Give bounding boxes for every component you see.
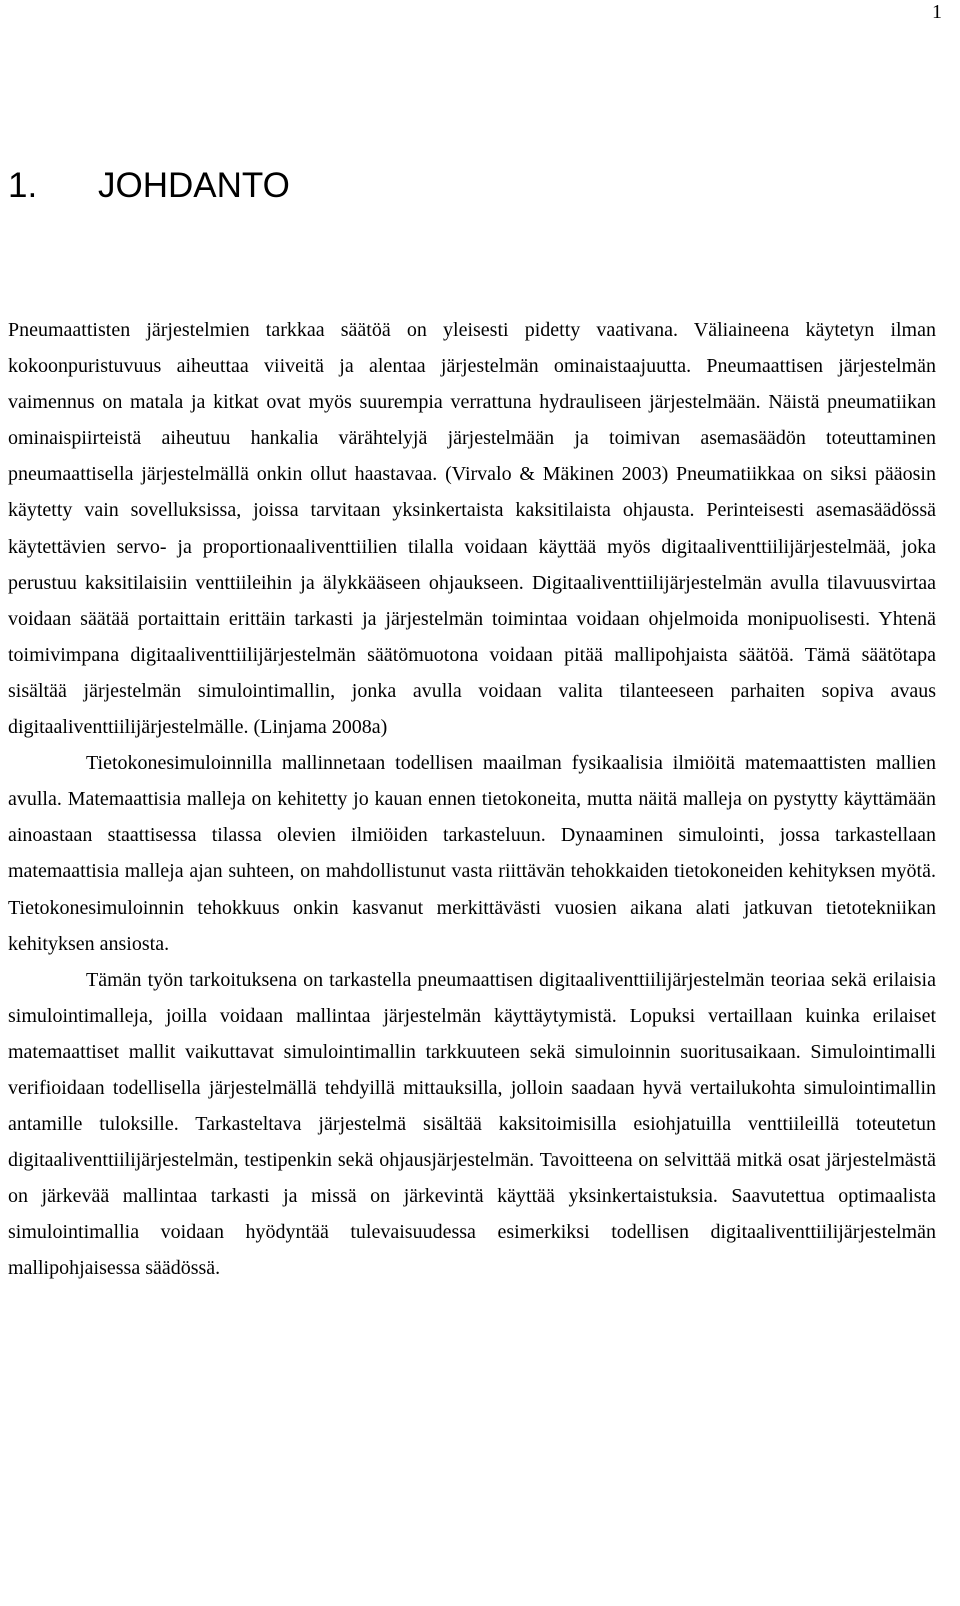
chapter-number: 1.	[8, 166, 38, 205]
paragraph-2: Tietokonesimuloinnilla mallinnetaan todellisen maailman fysikaalisia ilmiöitä matemaattisten mallien avulla. Matemaattisia malleja on kehitetty jo kauan ennen tietokoneita, mutta näitä malleja on pystytty käyttämään ainoastaan staattisessa tilassa olevien ilmiöiden tarkasteluun. Dynaaminen simulointi, jossa tarkastellaan matemaattisia malleja ajan suhteen, on mahdollistunut vasta riittävän tehokkaiden tietokoneiden kehityksen myötä. Tietokonesimuloinnin tehokkuus onkin kasvanut merkittävästi vuosien aikana alati jatkuvan tietotekniikan kehityksen ansiosta.	[8, 752, 936, 955]
page-number: 1	[932, 1, 942, 23]
chapter-heading	[8, 166, 290, 206]
chapter-title: JOHDANTO	[98, 166, 290, 205]
body-text	[8, 312, 936, 1287]
paragraph-1: Pneumaattisten järjestelmien tarkkaa säätöä on yleisesti pidetty vaativana. Väliaineena käytetyn ilman kokoonpuristuvuus aiheuttaa viiveitä ja alentaa järjestelmän ominaistaajuutta. Pneumaattisen järjestelmän vaimennus on matala ja kitkat ovat myös suurempia verrattuna hydrauliseen järjestelmään. Näistä pneumatiikan ominaispiirteistä aiheutuu hankalia värähtelyjä järjestelmään ja toimivan asemasäädön toteuttaminen pneumaattisella järjestelmällä onkin ollut haastavaa. (Virvalo & Mäkinen 2003) Pneumatiikkaa on siksi pääosin käytetty vain sovelluksissa, joissa tarvitaan yksinkertaista kaksitilaista ohjausta. Perinteisesti asemasäädössä käytettävien servo- ja proportionaaliventtiilien tilalla voidaan käyttää myös digitaaliventtiilijärjestelmää, joka perustuu kaksitilaisiin venttiileihin ja älykkääseen ohjaukseen. Digitaaliventtiilijärjestelmän avulla tilavuusvirtaa voidaan säätää portaittain erittäin tarkasti ja järjestelmän toimintaa voidaan ohjelmoida monipuolisesti. Yhtenä toimivimpana digitaaliventtiilijärjestelmän säätömuotona voidaan pitää mallipohjaista säätöä. Tämä säätötapa sisältää järjestelmän simulointimallin, jonka avulla voidaan valita tilanteeseen parhaiten sopiva avaus digitaaliventtiilijärjestelmälle. (Linjama 2008a)	[8, 319, 936, 739]
paragraph-3: Tämän työn tarkoituksena on tarkastella pneumaattisen digitaaliventtiilijärjestelmän teoriaa sekä erilaisia simulointimalleja, joilla voidaan mallintaa järjestelmän käyttäytymistä. Lopuksi vertaillaan kuinka erilaiset matemaattiset mallit vaikuttavat simulointimallin tarkkuuteen sekä simuloinnin suoritusaikaan. Simulointimalli verifioidaan todellisella järjestelmällä tehdyillä mittauksilla, jolloin saadaan hyvä vertailukohta simulointimallin antamille tuloksille. Tarkasteltava järjestelmä sisältää kaksitoimisilla esiohjatuilla venttiileillä toteutetun digitaaliventtiilijärjestelmän, testipenkin sekä ohjausjärjestelmän. Tavoitteena on selvittää mitkä osat järjestelmästä on järkevää mallintaa tarkasti ja missä on järkevintä käyttää yksinkertaistuksia. Saavutettua optimaalista simulointimallia voidaan hyödyntää tulevaisuudessa esimerkiksi todellisen digitaaliventtiilijärjestelmän mallipohjaisessa säädössä.	[8, 968, 936, 1280]
